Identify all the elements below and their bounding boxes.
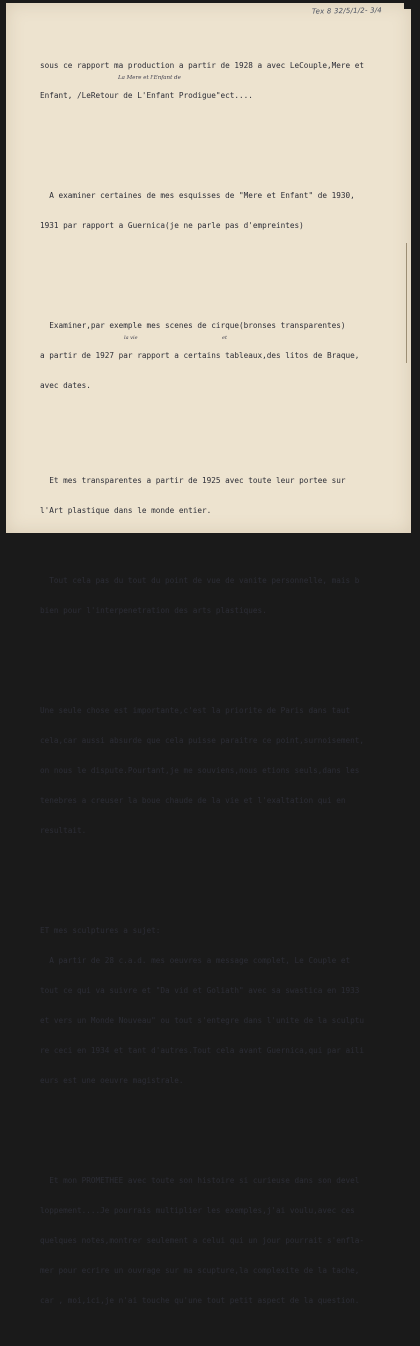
paragraph	[40, 686, 402, 856]
paragraph	[40, 301, 402, 411]
text-line: on nous le dispute.Pourtant,je me souviens,nous etions seuls,dans les	[40, 766, 360, 775]
text-line: Une seule chose est importante,c'est la priorite de Paris dans taut	[40, 706, 351, 715]
paper-crease	[406, 243, 407, 363]
text-line: mer pour ecrire un ouvrage sur ma scupture,la complexite de la tache,	[40, 1266, 360, 1275]
paragraph	[40, 171, 402, 251]
handwritten-note: et	[222, 335, 227, 341]
text-line: Et mon PROMETHEE avec toute son histoire si curieuse dans son devel	[40, 1176, 360, 1185]
text-line: avec dates.	[40, 381, 91, 390]
reference-number: Tex 8 32/5/1/2- 3/4	[311, 6, 383, 16]
document-page	[6, 3, 411, 1305]
text-line: resultait.	[40, 826, 87, 835]
text-line: Tout cela pas du tout du point de vue de vanite personnelle, mais b	[40, 576, 360, 585]
text-line: tenebres a creuser la boue chaude de la vie et l'exaltation qui en	[40, 796, 346, 805]
text-line: Examiner,par exemple mes scenes de cirque(bronses transparentes)	[40, 321, 346, 330]
text-line: l'Art plastique dans le monde entier.	[40, 506, 212, 515]
text-line: 1931 par rapport a Guernica(je ne parle pas d'empreintes)	[40, 221, 304, 230]
text-line: quelques notes,montrer seulement a celui qui un jour pourrait s'enfla-	[40, 1236, 364, 1245]
paragraph	[40, 1156, 402, 1326]
text-line: sous ce rapport ma production a partir de 1928 a avec LeCouple,Mere et	[40, 61, 364, 70]
text-line: car , moi,ici,je n'ai touche qu'une tout petit aspect de la question.	[40, 1296, 360, 1305]
text-line: A examiner certaines de mes esquisses de "Mere et Enfant" de 1930,	[40, 191, 355, 200]
text-line: bien pour l'interpenetration des arts plastiques.	[40, 606, 267, 615]
text-line: ET mes sculptures a sujet:	[40, 926, 161, 935]
typed-letter-body	[40, 21, 402, 1346]
text-line: Et mes transparentes a partir de 1925 avec toute leur portee sur	[40, 476, 346, 485]
text-line: re ceci en 1934 et tant d'autres.Tout cela avant Guernica,qui par aili	[40, 1046, 364, 1055]
paper-tear	[404, 3, 411, 9]
paragraph	[40, 556, 402, 636]
handwritten-note: la vie	[124, 335, 138, 341]
paragraph	[40, 456, 402, 536]
handwritten-note: La Mere et l'Enfant de	[118, 75, 181, 81]
text-line: tout ce qui va suivre et "Da vid et Goliath" avec sa swastica en 1933	[40, 986, 360, 995]
text-line: A partir de 28 c.a.d. mes oeuvres a message complet, Le Couple et	[40, 956, 351, 965]
paragraph	[40, 906, 402, 1106]
text-line: a partir de 1927 par rapport a certains tableaux,des litos de Braque,	[40, 351, 360, 360]
text-line: Enfant, /LeRetour de L'Enfant Prodigue"ect....	[40, 91, 253, 100]
paragraph	[40, 41, 402, 121]
text-line: loppement....Je pourrais multiplier les exemples,j'ai voulu,avec ces	[40, 1206, 355, 1215]
text-line: et vers un Monde Nouveau" ou tout s'entegre dans l'unite de la sculptu	[40, 1016, 364, 1025]
text-line: eurs est une oeuvre magistrale.	[40, 1076, 184, 1085]
text-line: cela,car aussi absurde que cela puisse paraitre ce point,surnoisement,	[40, 736, 364, 745]
